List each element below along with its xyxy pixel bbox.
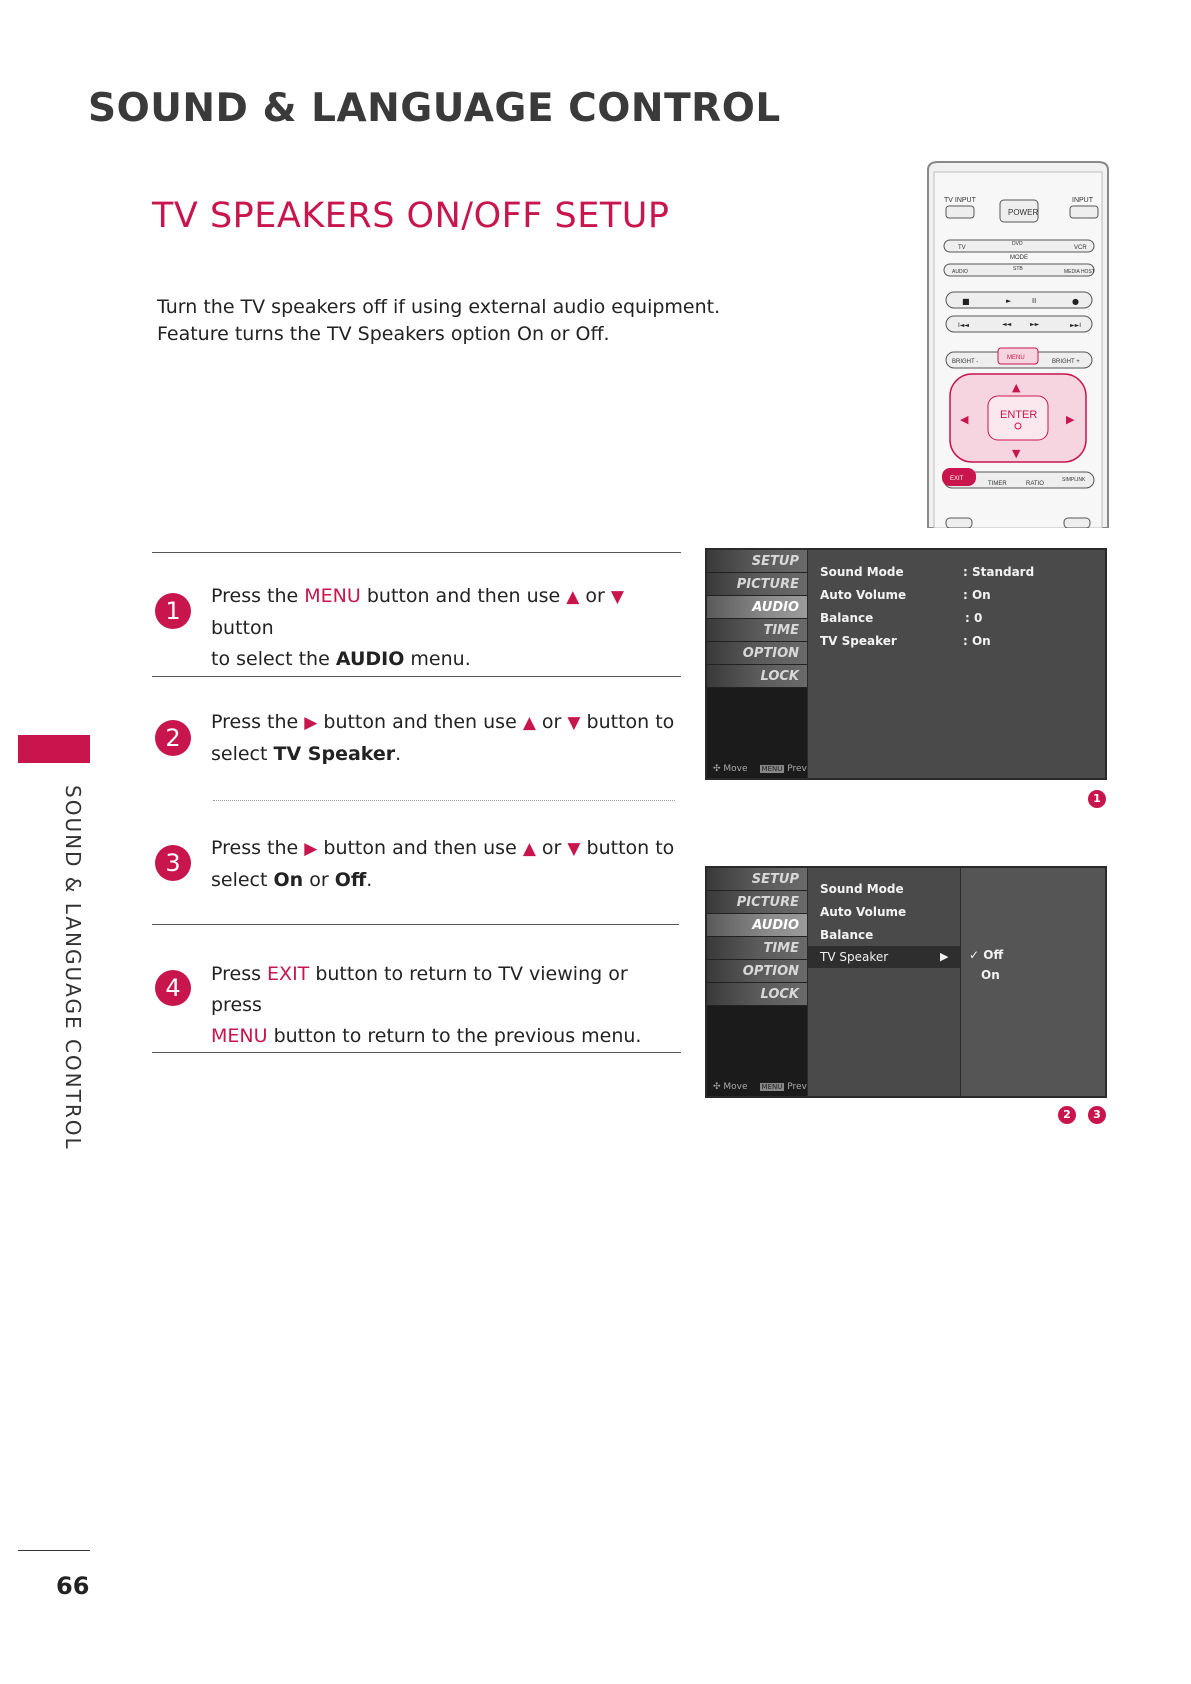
osd-item-balance: Balance bbox=[820, 928, 874, 942]
menu-keyword: MENU bbox=[304, 585, 361, 607]
svg-text:BRIGHT -: BRIGHT - bbox=[952, 359, 979, 365]
side-tab-marker bbox=[18, 735, 90, 763]
right-arrow-icon: ▶ bbox=[304, 839, 318, 859]
osd-tab-lock: LOCK bbox=[707, 983, 807, 1006]
svg-text:STB: STB bbox=[1013, 266, 1023, 272]
svg-text:I◄◄: I◄◄ bbox=[958, 322, 969, 329]
down-arrow-icon: ▼ bbox=[567, 839, 581, 859]
off-keyword: Off bbox=[334, 869, 367, 891]
svg-text:RATIO: RATIO bbox=[1026, 481, 1044, 487]
osd-submenu-arrow-icon: ▶ bbox=[940, 950, 949, 963]
nav-right-icon: ▶ bbox=[1066, 413, 1075, 426]
osd-value-sound-mode: : Standard bbox=[963, 565, 1035, 579]
intro-line-2: Feature turns the TV Speakers option On or Off. bbox=[157, 323, 610, 345]
screen-badge-3: 3 bbox=[1088, 1106, 1106, 1124]
audio-keyword: AUDIO bbox=[335, 648, 405, 670]
remote-input-label: INPUT bbox=[1072, 197, 1093, 204]
step-number-4: 4 bbox=[155, 970, 191, 1006]
svg-text:ENTER: ENTER bbox=[1000, 409, 1038, 421]
up-arrow-icon: ▲ bbox=[566, 587, 580, 607]
svg-text:TV: TV bbox=[958, 245, 966, 251]
svg-text:TIMER: TIMER bbox=[988, 481, 1007, 487]
osd-item-auto-volume: Auto Volume bbox=[820, 905, 907, 919]
svg-text:►►I: ►►I bbox=[1070, 322, 1081, 329]
svg-text:VCR: VCR bbox=[1074, 245, 1087, 251]
intro-text bbox=[157, 294, 720, 348]
up-arrow-icon: ▲ bbox=[522, 839, 536, 859]
svg-text:◄◄: ◄◄ bbox=[1002, 321, 1012, 328]
section-title: TV SPEAKERS ON/OFF SETUP bbox=[152, 196, 670, 236]
step-3-text: Press the ▶ button and then use ▲ or ▼ button to select On or Off. bbox=[211, 837, 675, 891]
svg-text:DVD: DVD bbox=[1012, 241, 1023, 247]
osd-audio-menu bbox=[807, 868, 1105, 1096]
step-divider-bottom bbox=[152, 1052, 681, 1053]
osd-tab-option: OPTION bbox=[707, 960, 807, 983]
osd-tab-picture: PICTURE bbox=[707, 573, 807, 596]
svg-text:MODE: MODE bbox=[1010, 255, 1028, 261]
step-divider-1 bbox=[152, 676, 681, 677]
menu-keyword: MENU bbox=[211, 1025, 268, 1047]
down-arrow-icon: ▼ bbox=[610, 587, 624, 607]
svg-text:MEDIA HOST: MEDIA HOST bbox=[1064, 269, 1095, 275]
osd-footer: ✣ Move MENU Prev bbox=[713, 764, 807, 774]
osd-item-auto-volume: Auto Volume bbox=[820, 588, 907, 602]
osd-option-off: ✓ Off bbox=[969, 948, 1004, 962]
step-divider-top bbox=[152, 552, 681, 553]
osd-value-tv-speaker: : On bbox=[963, 634, 991, 648]
step-2-text: Press the ▶ button and then use ▲ or ▼ button to select TV Speaker. bbox=[211, 711, 675, 765]
osd-screen-1 bbox=[705, 548, 1107, 780]
remote-control-illustration bbox=[924, 160, 1112, 528]
osd-tab-lock: LOCK bbox=[707, 665, 807, 688]
osd-tab-audio: AUDIO bbox=[707, 914, 807, 937]
svg-text:EXIT: EXIT bbox=[950, 476, 964, 482]
step-divider-dotted bbox=[213, 800, 675, 801]
osd-tab-time: TIME bbox=[707, 937, 807, 960]
nav-up-icon: ▲ bbox=[1012, 381, 1021, 394]
svg-text:►: ► bbox=[1006, 297, 1012, 305]
osd-tab-setup: SETUP bbox=[707, 868, 807, 891]
osd-screen-2 bbox=[705, 866, 1107, 1098]
osd-tab-audio: AUDIO bbox=[707, 596, 807, 619]
step-divider-3 bbox=[152, 924, 679, 925]
osd-item-balance: Balance bbox=[820, 611, 874, 625]
step-number-1: 1 bbox=[155, 593, 191, 629]
svg-text:■: ■ bbox=[962, 297, 970, 306]
svg-text:POWER: POWER bbox=[1008, 208, 1039, 217]
svg-text:►►: ►► bbox=[1030, 321, 1040, 328]
osd-tab-option: OPTION bbox=[707, 642, 807, 665]
screen-badge-2: 2 bbox=[1058, 1106, 1076, 1124]
nav-down-icon: ▼ bbox=[1012, 447, 1021, 460]
osd-value-balance: : 0 bbox=[965, 611, 983, 625]
svg-text:SIMPLINK: SIMPLINK bbox=[1062, 477, 1086, 483]
screen-badge-1: 1 bbox=[1088, 790, 1106, 808]
tv-input-button bbox=[946, 206, 974, 218]
side-section-label: SOUND & LANGUAGE CONTROL bbox=[61, 785, 85, 1151]
osd-item-tv-speaker: TV Speaker bbox=[820, 950, 889, 964]
page-number-rule bbox=[18, 1550, 90, 1551]
input-button bbox=[1070, 206, 1098, 218]
osd-speaker-options bbox=[960, 868, 1105, 1096]
osd-footer: ✣ Move MENU Prev bbox=[713, 1082, 807, 1092]
osd-menu-tabs bbox=[707, 868, 807, 1096]
osd-item-sound-mode: Sound Mode bbox=[820, 565, 904, 579]
exit-keyword: EXIT bbox=[267, 963, 310, 985]
osd-tab-time: TIME bbox=[707, 619, 807, 642]
svg-text:MENU: MENU bbox=[1007, 355, 1025, 361]
intro-line-1: Turn the TV speakers off if using external audio equipment. bbox=[157, 296, 721, 318]
osd-tab-setup: SETUP bbox=[707, 550, 807, 573]
page-title: SOUND & LANGUAGE CONTROL bbox=[88, 86, 781, 131]
nav-left-icon: ◀ bbox=[960, 413, 969, 426]
osd-item-tv-speaker: TV Speaker bbox=[820, 634, 897, 648]
up-arrow-icon: ▲ bbox=[522, 713, 536, 733]
check-icon: ✓ bbox=[969, 948, 980, 962]
step-4-text: Press EXIT button to return to TV viewing or press MENU button to return to the previous menu. bbox=[211, 963, 642, 1047]
step-number-2: 2 bbox=[155, 720, 191, 756]
osd-audio-menu bbox=[807, 550, 1105, 778]
page-number: 66 bbox=[56, 1572, 90, 1600]
osd-menu-tabs bbox=[707, 550, 807, 778]
osd-item-sound-mode: Sound Mode bbox=[820, 882, 904, 896]
step-number-3: 3 bbox=[155, 845, 191, 881]
osd-value-auto-volume: : On bbox=[963, 588, 991, 602]
down-arrow-icon: ▼ bbox=[567, 713, 581, 733]
step-1-text: Press the MENU button and then use ▲ or ▼ button to select the AUDIO menu. bbox=[211, 585, 624, 670]
svg-text:BRIGHT +: BRIGHT + bbox=[1052, 359, 1080, 365]
svg-text:●: ● bbox=[1072, 297, 1079, 306]
on-keyword: On bbox=[273, 869, 304, 891]
svg-text:II: II bbox=[1032, 297, 1037, 305]
right-arrow-icon: ▶ bbox=[304, 713, 318, 733]
svg-text:AUDIO: AUDIO bbox=[952, 269, 968, 275]
tv-speaker-keyword: TV Speaker bbox=[273, 743, 396, 765]
remote-tv-input-label: TV INPUT bbox=[944, 197, 976, 204]
osd-option-on: On bbox=[981, 968, 1000, 982]
osd-tab-picture: PICTURE bbox=[707, 891, 807, 914]
